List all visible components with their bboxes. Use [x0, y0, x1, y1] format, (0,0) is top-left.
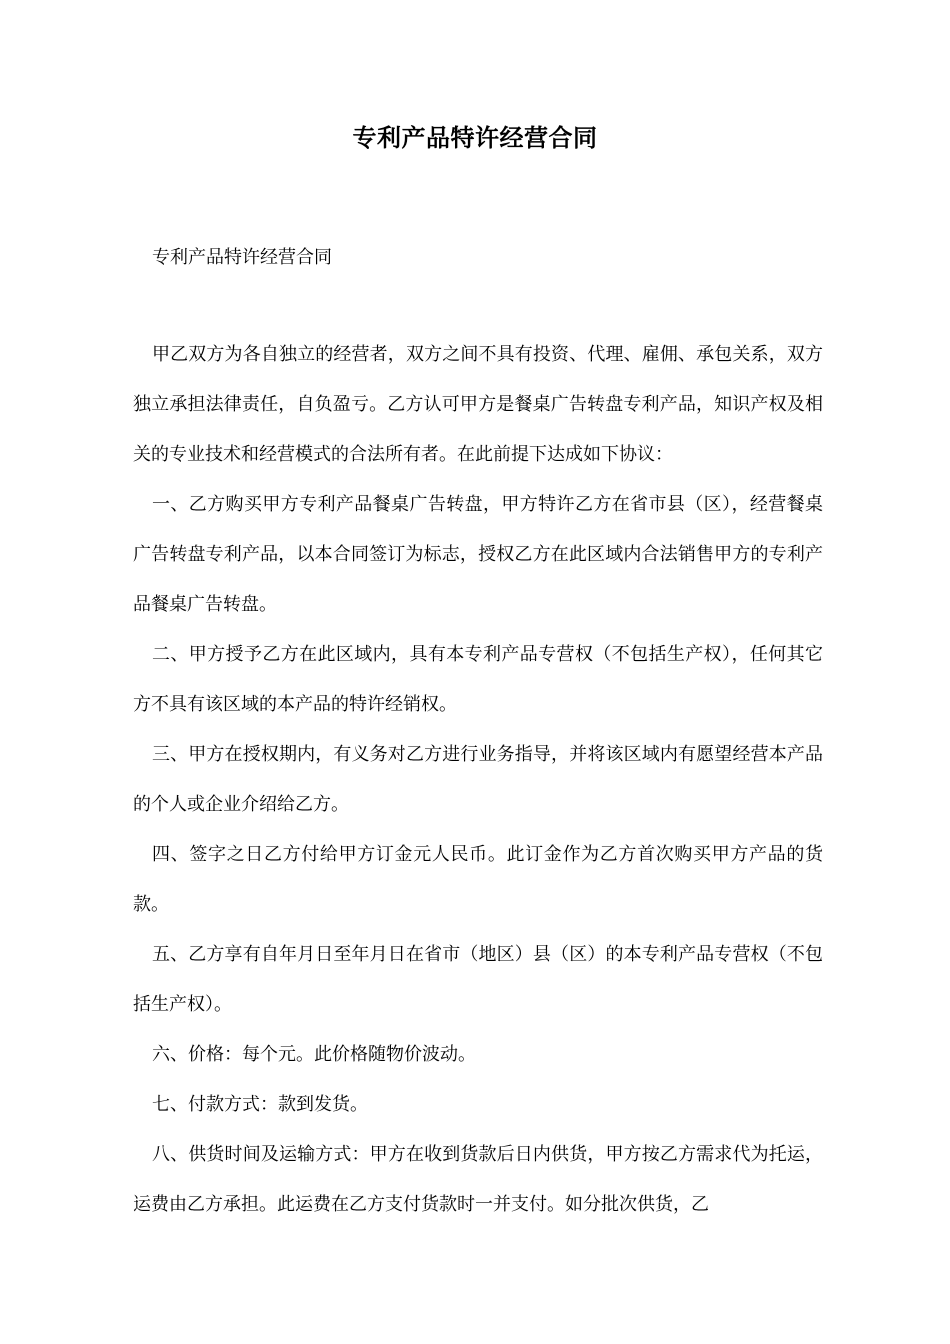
document-subtitle: 专利产品特许经营合同 — [152, 247, 332, 268]
intro-paragraph: 甲乙双方为各自独立的经营者，双方之间不具有投资、代理、雇佣、承包关系，双方独立承担法律责任，自负盈亏。乙方认可甲方是餐桌广告转盘专利产品，知识产权及相关的专业技术和经营模式的合法所有者。在此前提下达成如下协议： — [133, 344, 823, 465]
contract-body — [133, 330, 823, 1230]
clause-8-paragraph: 八、供货时间及运输方式：甲方在收到货款后日内供货，甲方按乙方需求代为托运，运费由乙方承担。此运费在乙方支付货款时一并支付。如分批次供货，乙 — [133, 1144, 823, 1215]
document-title: 专利产品特许经营合同 — [352, 124, 598, 152]
clause-7-paragraph: 七、付款方式：款到发货。 — [152, 1094, 368, 1115]
clause-1-paragraph: 一、乙方购买甲方专利产品餐桌广告转盘，甲方特许乙方在省市县（区），经营餐桌广告转盘专利产品，以本合同签订为标志，授权乙方在此区域内合法销售甲方的专利产品餐桌广告转盘。 — [133, 494, 823, 615]
clause-6-paragraph: 六、价格：每个元。此价格随物价波动。 — [152, 1044, 476, 1065]
clause-4-paragraph: 四、签字之日乙方付给甲方订金元人民币。此订金作为乙方首次购买甲方产品的货款。 — [133, 844, 823, 915]
clause-5-paragraph: 五、乙方享有自年月日至年月日在省市（地区）县（区）的本专利产品专营权（不包括生产权）。 — [133, 944, 823, 1015]
clause-2-paragraph: 二、甲方授予乙方在此区域内，具有本专利产品专营权（不包括生产权），任何其它方不具有该区域的本产品的特许经销权。 — [133, 644, 823, 715]
clause-3-paragraph: 三、甲方在授权期内，有义务对乙方进行业务指导，并将该区域内有愿望经营本产品的个人或企业介绍给乙方。 — [133, 744, 823, 815]
